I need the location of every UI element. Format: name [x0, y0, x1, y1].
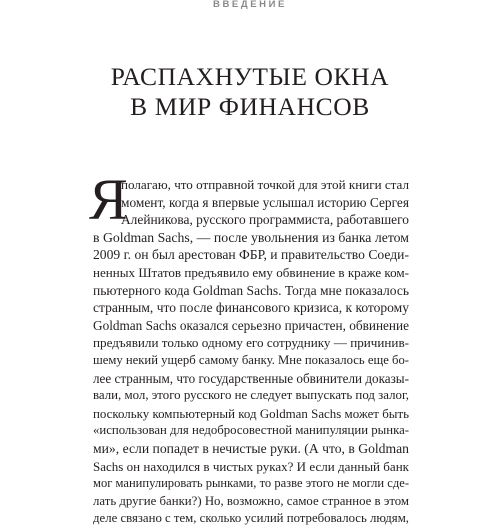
drop-cap: Я [89, 167, 128, 232]
body-line: Алейникова, русского программиста, работавшего [121, 212, 409, 228]
body-line: момент, когда я впервые услышал историю Сергея [121, 194, 409, 210]
body-line: ненных Штатов предъявило ему обвинение в краже ком- [93, 264, 409, 280]
body-line: мог манипулировать рынками, то разве этого не могли сде- [93, 476, 409, 491]
body-line: поскольку компьютерный код Goldman Sachs может быть [93, 405, 409, 421]
body-line: деле связано с тем, сколько усилий потребовалось людям, [93, 511, 409, 526]
body-line: предъявили только одному его сотруднику — причинив- [93, 335, 409, 351]
chapter-title-line-2: В МИР ФИНАНСОВ [130, 92, 370, 121]
body-line: в Goldman Sachs, — после увольнения из банка летом [93, 229, 409, 245]
body-line: 2009 г. он был арестован ФБР, и правительство Соеди- [93, 247, 409, 263]
chapter-title [0, 62, 500, 122]
body-line: Goldman Sachs оказался серьезно причастен, обвинение [93, 317, 409, 333]
body-line: пьютерного кода Goldman Sachs. Тогда мне показалось [93, 282, 409, 298]
body-line: лать другие банки?) Но, возможно, самое странное в этом [93, 493, 409, 508]
body-line: ми», если попадет в нечистые руки. (А что, в Goldman [93, 440, 409, 456]
body-line: Sachs он находился в чистых руках? И если данный банк [93, 458, 409, 474]
body-line: странным, что после финансового кризиса, к которому [93, 300, 409, 316]
body-line: вали, мол, этого русского не следует выпускать под залог, [93, 388, 409, 403]
body-line: лее странным, что государственные обвинители доказы- [93, 370, 409, 386]
body-line: шему некий ущерб самому банку. Мне показалось еще бо- [93, 352, 409, 367]
body-text [93, 176, 409, 528]
chapter-title-line-1: РАСПАХНУТЫЕ ОКНА [110, 62, 390, 91]
body-line: полагаю, что отправной точкой для этой книги стал [121, 177, 409, 192]
body-line: «использован для недобросовестной манипуляции рынка- [93, 423, 409, 438]
section-label: ВВЕДЕНИЕ [213, 0, 287, 10]
